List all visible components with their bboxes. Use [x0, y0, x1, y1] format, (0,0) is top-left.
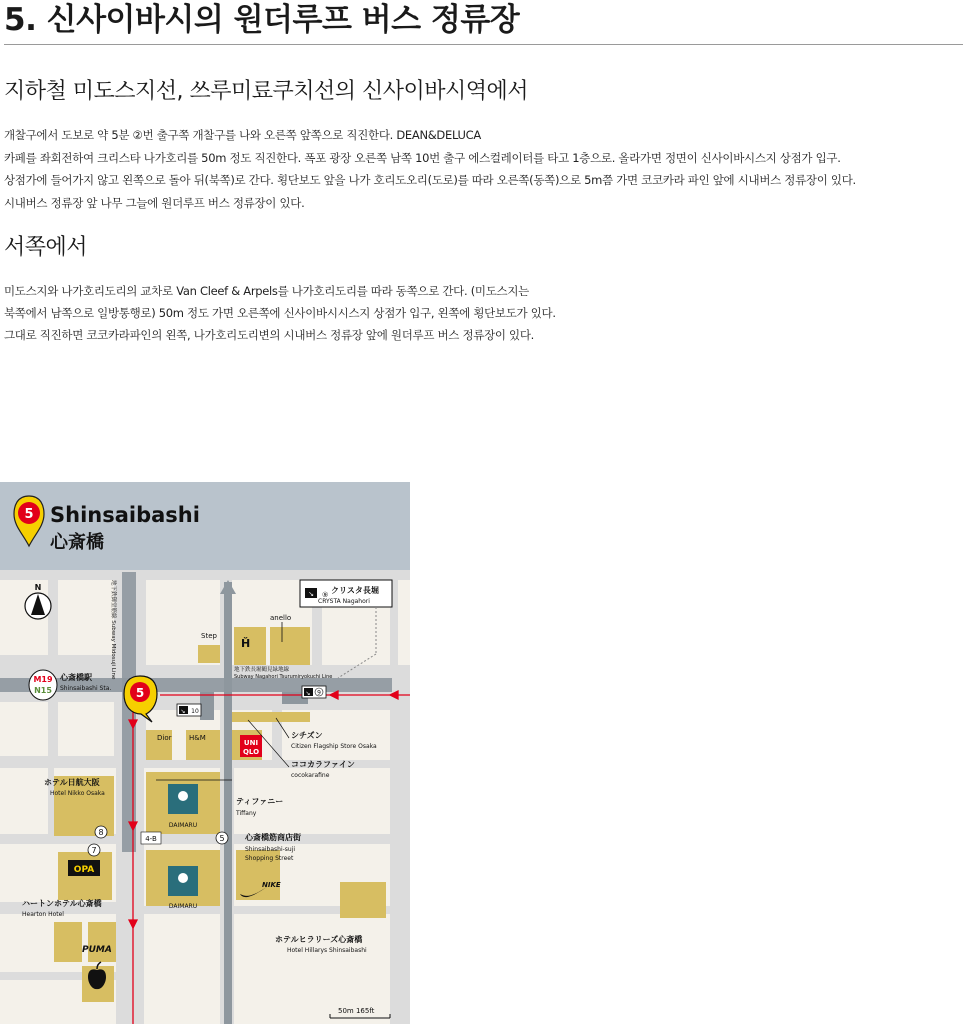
exit-10-label [177, 704, 201, 716]
station-code-badge [29, 670, 57, 700]
exit-4b-label [141, 832, 161, 844]
hillarys-en-label: Hotel Hillarys Shinsaibashi [287, 947, 367, 954]
suji-en1-label: Shinsaibashi-suji [245, 846, 296, 853]
svg-text:DAIMARU: DAIMARU [168, 903, 198, 910]
page-title: 5. 신사이바시의 원더루프 버스 정류장 [4, 2, 520, 38]
svg-text:クリスタ長堀: クリスタ長堀 [331, 586, 379, 595]
title-divider [4, 44, 963, 45]
opa-logo [68, 860, 100, 876]
section1-heading: 지하철 미도스지선, 쓰루미료쿠치선의 신사이바시역에서 [4, 79, 529, 104]
hotel-nikko-jp-label: ホテル日航大阪 [44, 778, 100, 787]
puma-logo: PUMA [82, 945, 112, 955]
section2-line-3: 그대로 직진하면 코코카라파인의 왼쪽, 나가호리도리변의 시내버스 정류장 앞에 원더루프 버스 정류장이 있다. [4, 328, 535, 342]
station-en-label: Shinsaibashi Sta. [60, 685, 112, 692]
svg-text:QLO: QLO [242, 748, 260, 756]
step-label: Step [201, 632, 217, 640]
daimaru-building-1 [168, 784, 198, 829]
uniqlo-logo [240, 735, 262, 757]
anello-label: anello [270, 614, 292, 622]
cocokara-jp-label: ココカラファイン [291, 760, 355, 769]
crysta-nagahori-label [300, 580, 392, 607]
hillarys-jp-label: ホテルヒラリーズ心斎橋 [275, 935, 363, 944]
nagahori-subway-band [0, 678, 392, 692]
section1-line-3: 상점가에 들어가지 않고 왼쪽으로 돌아 뒤(북쪽)로 간다. 횡단보도 앞을 나가 호리도오리(도로)를 따라 오른쪽(동쪽)으로 5m쯤 가면 코코카라 파인 앞에 시내버스 정류장이 있다. [4, 173, 856, 187]
citizen-jp-label: シチズン [291, 731, 323, 740]
section1-line-2: 카페를 좌회전하여 크리스타 나가호리를 50m 정도 직진한다. 폭포 광장 오른쪽 남쪽 10번 출구 에스컬레이터를 타고 1층으로. 올라가면 정면이 신사이바시스지 상점가 입구. [4, 151, 841, 165]
citizen-en-label: Citizen Flagship Store Osaka [291, 743, 377, 750]
bus-stop-map [0, 482, 410, 1024]
svg-text:⑨: ⑨ [322, 591, 329, 599]
section2-line-2: 북쪽에서 남쪽으로 일방통행로) 50m 정도 가면 오른쪽에 신사이바시시스지 상점가 입구, 왼쪽에 횡단보도가 있다. [4, 306, 556, 320]
exit-7-label [88, 844, 100, 856]
svg-text:50m 165ft: 50m 165ft [338, 1007, 375, 1015]
svg-text:5: 5 [135, 686, 145, 700]
svg-text:8: 8 [98, 828, 104, 837]
svg-text:7: 7 [91, 846, 97, 855]
svg-text:↘: ↘ [305, 690, 311, 697]
exit-8-label [95, 826, 107, 838]
svg-text:UNI: UNI [243, 739, 259, 747]
svg-text:9: 9 [317, 689, 321, 697]
svg-text:↘: ↘ [180, 708, 186, 715]
tiffany-en-label: Tiffany [236, 810, 257, 817]
svg-text:N: N [34, 583, 42, 592]
svg-text:M19: M19 [33, 675, 53, 684]
hearton-en-label: Hearton Hotel [22, 911, 64, 918]
svg-text:NIKE: NIKE [262, 881, 281, 889]
svg-text:OPA: OPA [73, 865, 95, 875]
map-title-jp: 心斎橋 [50, 532, 104, 553]
hotel-nikko-en-label: Hotel Nikko Osaka [50, 790, 105, 797]
hm-label: H&M [189, 734, 206, 742]
svg-text:CRYSTA Nagahori: CRYSTA Nagahori [318, 598, 370, 605]
exit-5-label [216, 832, 228, 844]
suji-en2-label: Shopping Street [245, 855, 294, 862]
svg-text:DAIMARU: DAIMARU [168, 822, 198, 829]
svg-text:5: 5 [219, 834, 225, 843]
svg-text:4-B: 4-B [145, 835, 157, 843]
a-brand-logo: Ȟ [241, 637, 251, 650]
exit-9-label [302, 686, 326, 698]
svg-text:10: 10 [191, 708, 199, 715]
daimaru-building-2 [168, 866, 198, 910]
nagahori-line-jp: 地下鉄長堀鶴見緑地線 [234, 667, 290, 673]
svg-text:N15: N15 [34, 686, 52, 695]
section2-line-1: 미도스지와 나가호리도리의 교차로 Van Cleef & Arpels를 나가호리도리를 따라 동쪽으로 간다. (미도스지는 [4, 284, 529, 298]
stop-5-number: 5 [24, 507, 34, 522]
section1-line-4: 시내버스 정류장 앞 나무 그늘에 원더루프 버스 정류장이 있다. [4, 196, 305, 210]
midosuji-line-label: 地下鉄御堂筋線 Subway Midosuji Line [110, 580, 116, 680]
exit-10-passage [200, 692, 214, 720]
suji-jp-label: 心斎橋筋商店街 [245, 833, 301, 842]
cocokara-en-label: cocokarafine [291, 772, 330, 779]
svg-text:↘: ↘ [308, 590, 314, 598]
nagahori-line-en: Subway Nagahori Tsurumiryokuchi Line [234, 674, 333, 680]
hearton-jp-label: ハートンホテル心斎橋 [22, 899, 102, 908]
arcade-street [224, 582, 232, 1024]
dior-label: Dior [157, 734, 172, 742]
section2-heading: 서쪽에서 [4, 235, 88, 260]
map-title-en: Shinsaibashi [50, 503, 200, 527]
station-jp-label: 心斎橋駅 [60, 673, 92, 682]
section1-line-1: 개찰구에서 도보로 약 5분 ②번 출구쪽 개찰구를 나와 오른쪽 앞쪽으로 직진한다. DEAN&DELUCA [4, 128, 481, 142]
tiffany-jp-label: ティファニー [236, 797, 284, 806]
